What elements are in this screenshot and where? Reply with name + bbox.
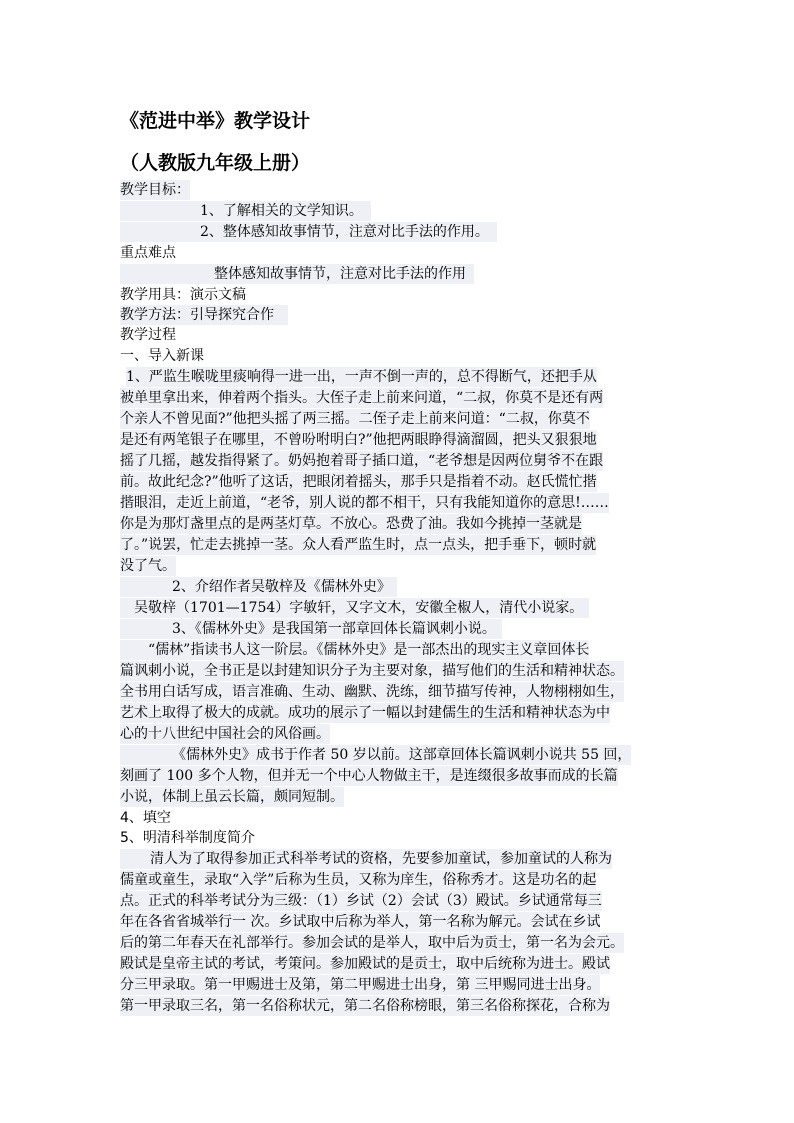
paragraph-line: 小说，体制上虽云长篇，颇同短制。 bbox=[120, 789, 344, 805]
subheading-exam-system: 5、明清科举制度简介 bbox=[120, 830, 255, 846]
paragraph-line: 个亲人不曾见面?”他把头摇了两三摇。二侄子走上前来问道：“二叔，你莫不 bbox=[120, 411, 590, 427]
section-heading-process: 教学过程 bbox=[120, 327, 176, 343]
paragraph-line: 被单里拿出来，伸着两个指头。大侄子走上前来问道，“二叔，你莫不是还有两 bbox=[120, 390, 604, 406]
paragraph-line: 心的十八世纪中国社会的风俗画。 bbox=[120, 726, 330, 742]
paragraph-line: 揩眼泪，走近上前道，“老爷，别人说的都不相干，只有我能知道你的意思!…… bbox=[120, 495, 609, 511]
paragraph-line: 没了气。 bbox=[120, 558, 176, 574]
paragraph-line: 摇了几摇，越发指得紧了。奶妈抱着哥子插口道，“老爷想是因两位舅爷不在跟 bbox=[120, 453, 604, 469]
section-heading-key-points: 重点难点 bbox=[120, 245, 176, 261]
key-point-text: 整体感知故事情节，注意对比手法的作用 bbox=[120, 264, 474, 284]
objective-item-1: 1、了解相关的文学知识。 bbox=[120, 201, 371, 221]
teaching-tools: 教学用具：演示文稿 bbox=[120, 287, 246, 303]
paragraph-line: 全书用白话写成，语言准确、生动、幽默、洗练，细节描写传神，人物栩栩如生， bbox=[120, 684, 624, 700]
paragraph-line: 前。故此纪念?”他听了这话，把眼闭着摇头，那手只是指着不动。赵氏慌忙揩 bbox=[120, 474, 597, 490]
paragraph-line: 第一甲录取三名，第一名俗称状元，第二名俗称榜眼，第三名俗称探花，合称为 bbox=[120, 998, 610, 1014]
section-heading-objectives: 教学目标： bbox=[120, 182, 190, 198]
document-subtitle: （人教版九年级上册） bbox=[120, 152, 311, 174]
objective-item-2: 2、整体感知故事情节，注意对比手法的作用。 bbox=[120, 222, 497, 242]
paragraph-line: 《儒林外史》成书于作者 50 岁以前。这部章回体长篇讽刺小说共 55 回， bbox=[120, 745, 631, 765]
document-title: 《范进中举》教学设计 bbox=[120, 110, 311, 132]
subheading-author: 2、介绍作者吴敬梓及《儒林外史》 bbox=[120, 577, 397, 597]
paragraph-line: 篇讽刺小说，全书正是以封建知识分子为主要对象，描写他们的生活和精神状态。 bbox=[120, 663, 624, 679]
paragraph-line: 了。”说罢，忙走去挑掉一茎。众人看严监生时，点一点头，把手垂下，顿时就 bbox=[120, 537, 597, 553]
paragraph-line: 点。正式的科举考试分为三级：（1）乡试（2）会试（3）殿试。乡试通常每三 bbox=[120, 893, 602, 909]
paragraph-line: 殿试是皇帝主试的考试，考策问。参加殿试的是贡士，取中后统称为进士。殿试 bbox=[120, 956, 610, 972]
paragraph-line: “儒林”指读书人这一阶层。《儒林外史》是一部杰出的现实主义章回体长 bbox=[120, 640, 589, 660]
subheading-introduction: 一、导入新课 bbox=[120, 348, 204, 364]
paragraph-line: 儒童或童生，录取“入学”后称为生员，又称为庠生，俗称秀才。这是功名的起 bbox=[120, 872, 597, 888]
author-intro: 吴敬梓（1701—1754）字敏轩，又字文木，安徽全椒人，清代小说家。 bbox=[120, 598, 589, 618]
paragraph-line: 分三甲录取。第一甲赐进士及第，第二甲赐进士出身，第 三甲赐同进士出身。 bbox=[120, 977, 601, 993]
paragraph-line: 你是为那灯盏里点的是两茎灯草。不放心。恐费了油。我如今挑掉一茎就是 bbox=[120, 516, 582, 532]
paragraph-line: 清人为了取得参加正式科举考试的资格，先要参加童试，参加童试的人称为 bbox=[120, 849, 612, 869]
teaching-methods: 教学方法：引导探究合作 bbox=[120, 305, 288, 325]
paragraph-line: 艺术上取得了极大的成就。成功的展示了一幅以封建儒生的生活和精神状态为中 bbox=[120, 705, 610, 721]
subheading-fill-blank: 4、填空 bbox=[120, 810, 171, 826]
novel-intro: 3、《儒林外史》是我国第一部章回体长篇讽刺小说。 bbox=[120, 619, 502, 639]
paragraph-line: 刻画了 100 多个人物，但并无一个中心人物做主干，是连缀很多故事而成的长篇 bbox=[120, 768, 618, 784]
paragraph-line: 后的第二年春天在礼部举行。参加会试的是举人，取中后为贡士，第一名为会元。 bbox=[120, 935, 624, 951]
paragraph-line: 是还有两笔银子在哪里，不曾吩咐明白?”他把两眼睁得滴溜圆，把头又狠狠地 bbox=[120, 432, 597, 448]
paragraph-line: 1、严监生喉咙里痰响得一进一出，一声不倒一声的，总不得断气，还把手从 bbox=[126, 369, 597, 385]
paragraph-line: 年在各省省城举行一 次。乡试取中后称为举人，第一名称为解元。会试在乡试 bbox=[120, 914, 601, 930]
